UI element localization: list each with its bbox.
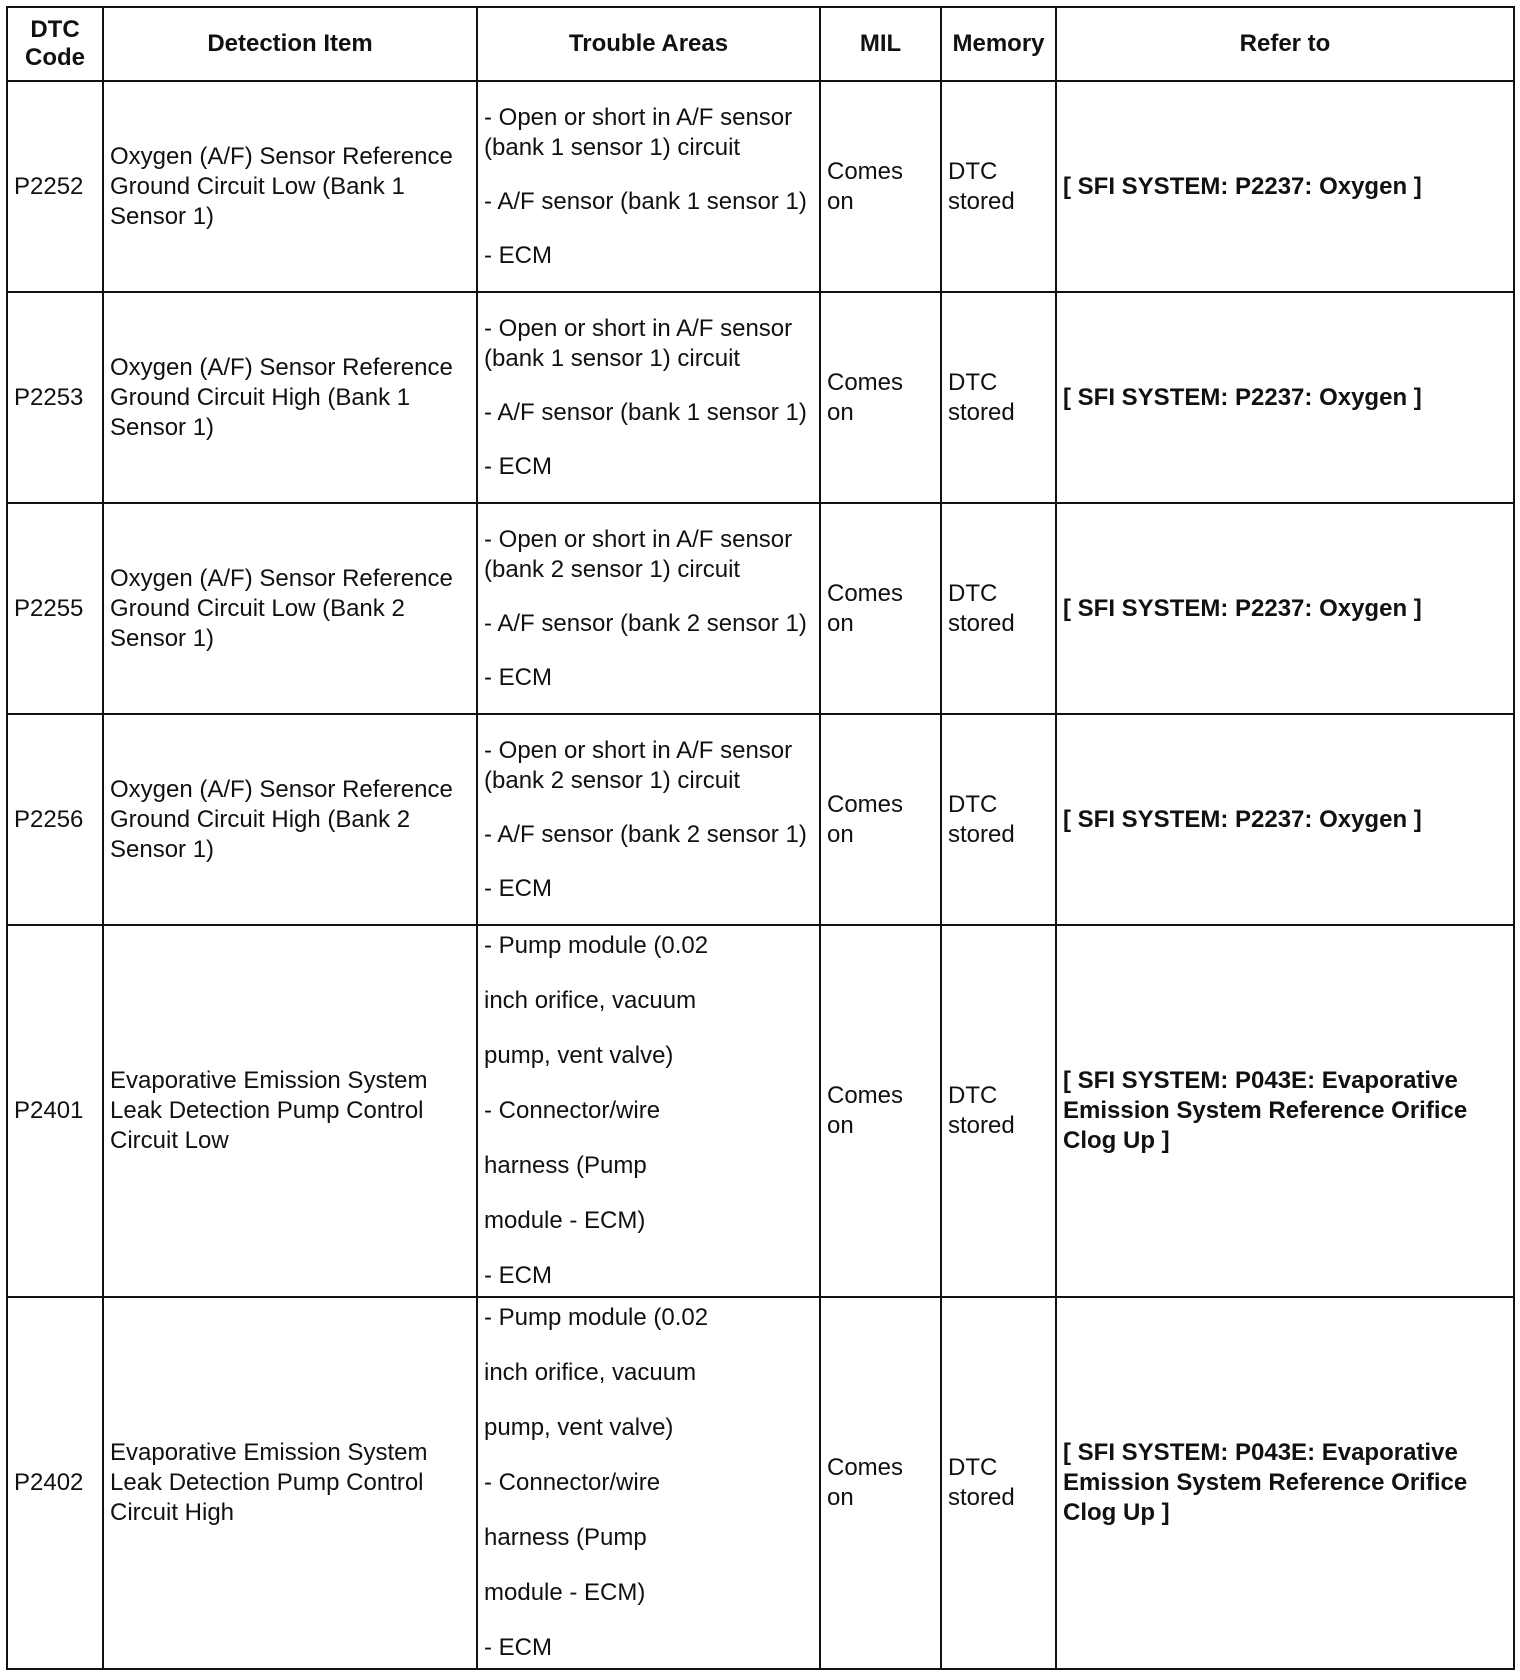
table-row — [7, 714, 1514, 925]
header-dtc-code-line-2: Code — [25, 44, 85, 71]
header-memory: Memory — [941, 7, 1056, 81]
trouble-item: - ECM — [484, 663, 552, 691]
memory-status: DTC stored — [941, 503, 1056, 714]
memory-status: DTC stored — [941, 714, 1056, 925]
dtc-code: P2253 — [7, 292, 103, 503]
trouble-item: - Open or short in A/F sensor (bank 1 sensor 1) circuit — [484, 103, 793, 161]
dtc-code: P2255 — [7, 503, 103, 714]
trouble-item: inch orifice, vacuum — [484, 1359, 697, 1386]
trouble-item: - ECM — [484, 874, 552, 902]
refer-to-link[interactable]: [ SFI SYSTEM: P043E: Evaporative Emission System Reference Orifice Clog Up ] — [1056, 925, 1514, 1297]
table-row — [7, 81, 1514, 292]
detection-item: Oxygen (A/F) Sensor Reference Ground Circuit High (Bank 2 Sensor 1) — [103, 714, 477, 925]
trouble-item: - Connector/wire — [484, 1469, 661, 1496]
trouble-areas — [477, 714, 820, 925]
trouble-areas — [477, 925, 820, 1297]
trouble-item: - Open or short in A/F sensor (bank 2 sensor 1) circuit — [484, 525, 793, 583]
trouble-item: module - ECM) — [484, 1207, 646, 1234]
trouble-item: - ECM — [484, 1262, 552, 1289]
trouble-areas — [477, 81, 820, 292]
trouble-item: - A/F sensor (bank 1 sensor 1) — [484, 187, 807, 215]
header-row — [7, 7, 1514, 81]
memory-status: DTC stored — [941, 925, 1056, 1297]
table-row — [7, 292, 1514, 503]
trouble-item: harness (Pump — [484, 1152, 647, 1179]
dtc-table-wrapper — [6, 6, 1515, 1670]
detection-item: Oxygen (A/F) Sensor Reference Ground Circuit High (Bank 1 Sensor 1) — [103, 292, 477, 503]
trouble-areas — [477, 1297, 820, 1669]
trouble-item: - Connector/wire — [484, 1097, 661, 1124]
mil-status: Comes on — [820, 925, 941, 1297]
dtc-code: P2402 — [7, 1297, 103, 1669]
trouble-item: pump, vent valve) — [484, 1042, 674, 1069]
memory-status: DTC stored — [941, 1297, 1056, 1669]
mil-status: Comes on — [820, 1297, 941, 1669]
trouble-item: - A/F sensor (bank 2 sensor 1) — [484, 820, 807, 848]
header-mil: MIL — [820, 7, 941, 81]
trouble-item: module - ECM) — [484, 1579, 646, 1606]
memory-status: DTC stored — [941, 81, 1056, 292]
dtc-code: P2256 — [7, 714, 103, 925]
refer-to-link[interactable]: [ SFI SYSTEM: P2237: Oxygen ] — [1056, 714, 1514, 925]
refer-to-link[interactable]: [ SFI SYSTEM: P2237: Oxygen ] — [1056, 292, 1514, 503]
trouble-item: pump, vent valve) — [484, 1414, 674, 1441]
detection-item: Evaporative Emission System Leak Detection Pump Control Circuit Low — [103, 925, 477, 1297]
refer-to-link[interactable]: [ SFI SYSTEM: P043E: Evaporative Emission System Reference Orifice Clog Up ] — [1056, 1297, 1514, 1669]
table-row — [7, 925, 1514, 1297]
dtc-table — [6, 6, 1515, 1670]
mil-status: Comes on — [820, 81, 941, 292]
dtc-code: P2401 — [7, 925, 103, 1297]
mil-status: Comes on — [820, 714, 941, 925]
memory-status: DTC stored — [941, 292, 1056, 503]
trouble-item: inch orifice, vacuum — [484, 987, 697, 1014]
trouble-item: - Pump module (0.02 — [484, 1304, 709, 1331]
detection-item: Oxygen (A/F) Sensor Reference Ground Circuit Low (Bank 2 Sensor 1) — [103, 503, 477, 714]
header-detection-item: Detection Item — [103, 7, 477, 81]
trouble-item: - ECM — [484, 1634, 552, 1661]
trouble-item: harness (Pump — [484, 1524, 647, 1551]
trouble-item: - ECM — [484, 452, 552, 480]
trouble-item: - A/F sensor (bank 2 sensor 1) — [484, 609, 807, 637]
trouble-item: - Open or short in A/F sensor (bank 1 sensor 1) circuit — [484, 314, 793, 372]
trouble-areas — [477, 292, 820, 503]
trouble-item: - ECM — [484, 241, 552, 269]
detection-item: Evaporative Emission System Leak Detection Pump Control Circuit High — [103, 1297, 477, 1669]
detection-item: Oxygen (A/F) Sensor Reference Ground Circuit Low (Bank 1 Sensor 1) — [103, 81, 477, 292]
header-dtc-code — [7, 7, 103, 81]
mil-status: Comes on — [820, 503, 941, 714]
table-row — [7, 1297, 1514, 1669]
trouble-item: - A/F sensor (bank 1 sensor 1) — [484, 398, 807, 426]
refer-to-link[interactable]: [ SFI SYSTEM: P2237: Oxygen ] — [1056, 81, 1514, 292]
header-trouble-areas: Trouble Areas — [477, 7, 820, 81]
trouble-areas — [477, 503, 820, 714]
trouble-item: - Open or short in A/F sensor (bank 2 sensor 1) circuit — [484, 736, 793, 794]
refer-to-link[interactable]: [ SFI SYSTEM: P2237: Oxygen ] — [1056, 503, 1514, 714]
header-refer-to: Refer to — [1056, 7, 1514, 81]
table-row — [7, 503, 1514, 714]
dtc-code: P2252 — [7, 81, 103, 292]
header-dtc-code-line-1: DTC — [30, 16, 80, 43]
mil-status: Comes on — [820, 292, 941, 503]
trouble-item: - Pump module (0.02 — [484, 932, 709, 959]
